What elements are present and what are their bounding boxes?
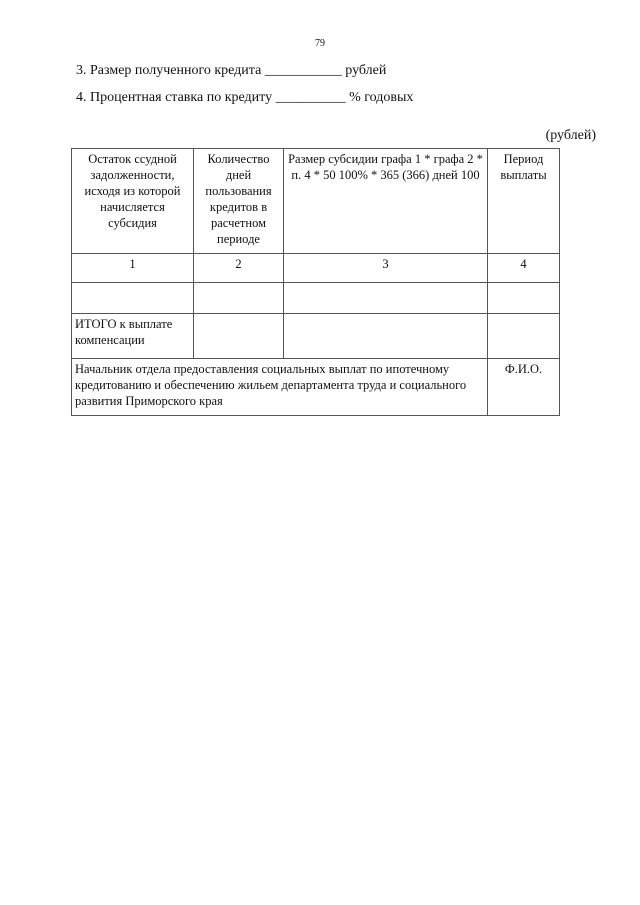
subsidy-table	[71, 148, 560, 416]
header-cell-balance: Остаток ссудной задолженности, исходя из которой начисляется субсидия	[72, 149, 194, 254]
column-number-cell: 1	[72, 254, 194, 283]
column-number-cell: 2	[194, 254, 284, 283]
header-cell-period: Период выплаты	[488, 149, 560, 254]
data-cell	[72, 283, 194, 314]
column-number-row	[72, 254, 560, 283]
total-cell	[488, 314, 560, 359]
signature-row	[72, 359, 560, 416]
unit-label: (рублей)	[545, 128, 596, 143]
total-cell	[284, 314, 488, 359]
data-cell	[194, 283, 284, 314]
header-cell-days: Количество дней пользования кредитов в расчетном периоде	[194, 149, 284, 254]
data-row	[72, 283, 560, 314]
column-number-cell: 3	[284, 254, 488, 283]
total-row	[72, 314, 560, 359]
data-cell	[284, 283, 488, 314]
signature-position: Начальник отдела предоставления социальных выплат по ипотечному кредитованию и обеспечению жильем департамента труда и социального развития Приморского края	[72, 359, 488, 416]
signature-name: Ф.И.О.	[488, 359, 560, 416]
table-header-row	[72, 149, 560, 254]
page-number: 79	[315, 38, 325, 49]
total-label: ИТОГО к выплате компенсации	[72, 314, 194, 359]
column-number-cell: 4	[488, 254, 560, 283]
header-cell-subsidy: Размер субсидии графа 1 * графа 2 * п. 4 * 50 100% * 365 (366) дней 100	[284, 149, 488, 254]
loan-amount-line: 3. Размер полученного кредита ___________ рублей	[76, 63, 387, 78]
interest-rate-line: 4. Процентная ставка по кредиту __________ % годовых	[76, 90, 414, 105]
total-cell	[194, 314, 284, 359]
data-cell	[488, 283, 560, 314]
